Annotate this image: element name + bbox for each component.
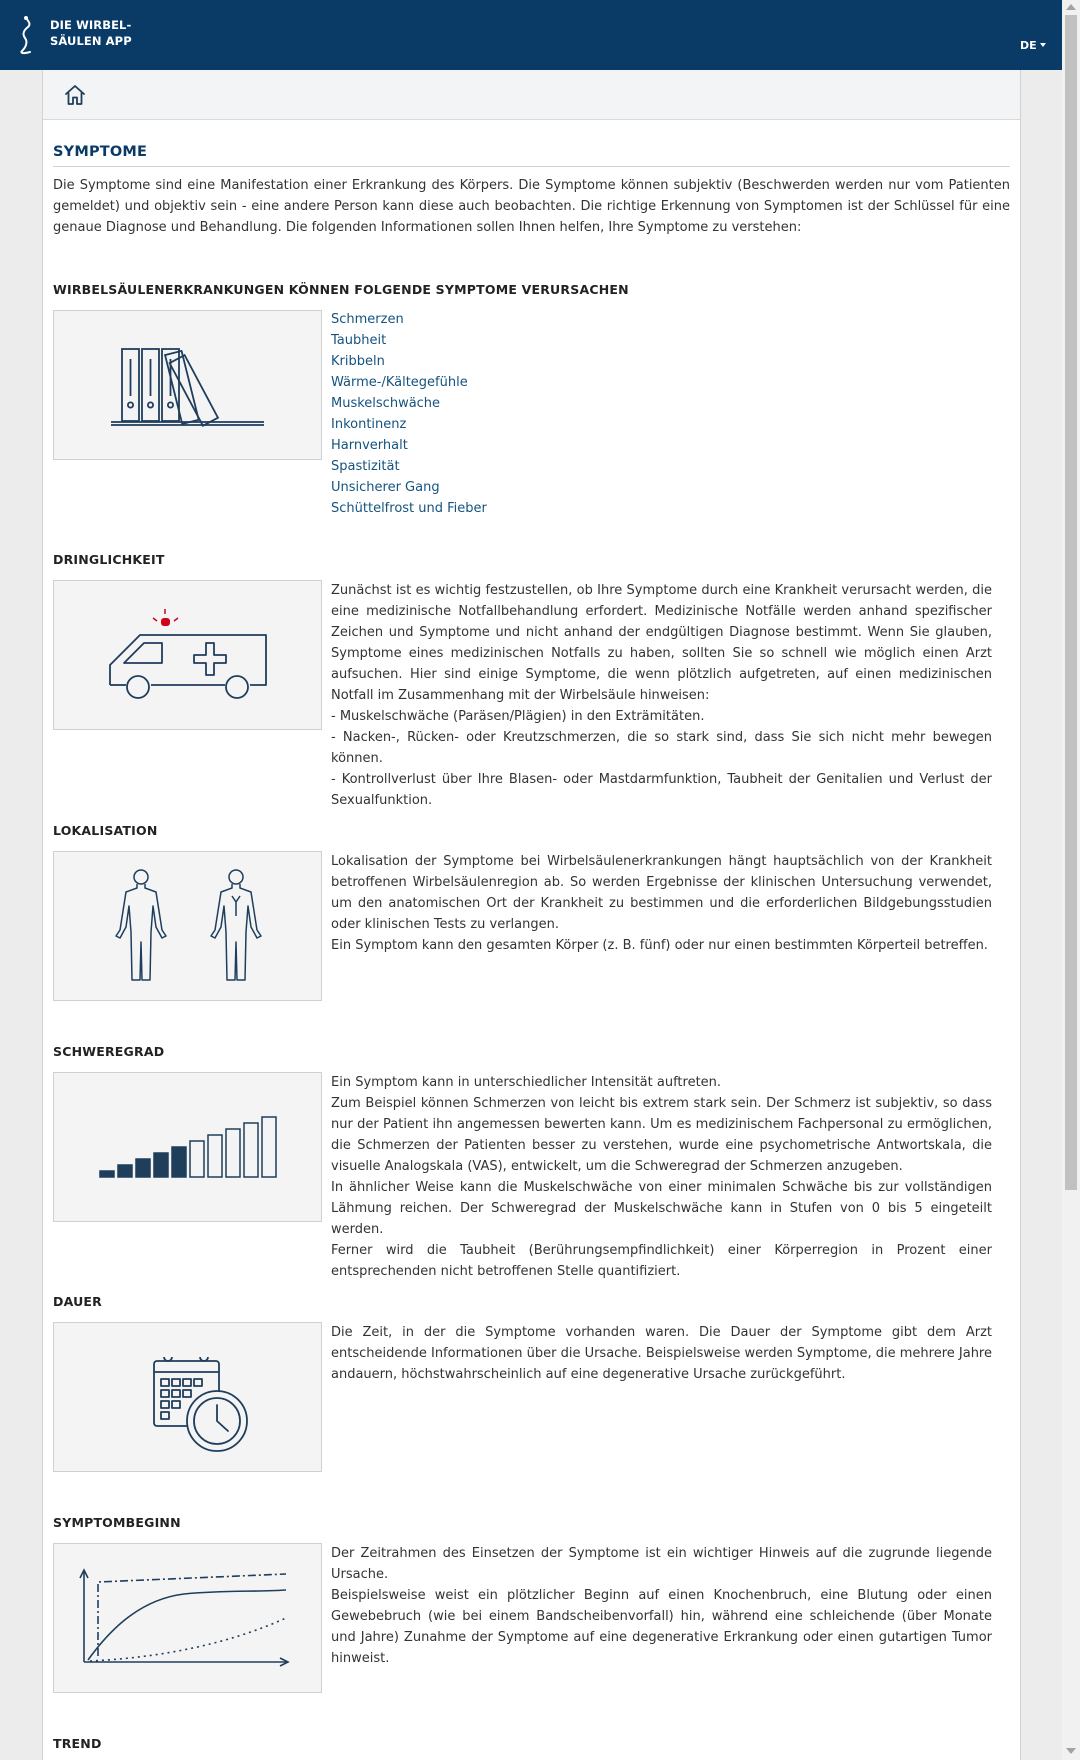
symptoms-thumbnail [53, 310, 322, 460]
scroll-up-arrow-icon[interactable] [1066, 4, 1076, 10]
symptoms-list [331, 309, 487, 519]
severity-text: Ein Symptom kann in unterschiedlicher Intensität auftreten. Zum Beispiel können Schmerzen von leicht bis extrem stark sein. Der Schmerz ist subjektiv, so dass nur der Patient ihn angemessen bewerten kann. Um es medizinischem Fachpersonal zu ermöglichen, die Schmerzen der Patienten besser zu verstehen, wurde eine psychometrische Antwortskala, die visuelle Analogskala (VAS), entwickelt, um die Schweregrad der Schmerzen anzugeben. In ähnlicher Weise kann die Muskelschwäche von einer minimalen Schwäche bis zur vollständigen Lähmung reichen. Der Schweregrad der Muskelschwäche kann in Stufen von 0 bis 5 eingeteilt werden. Ferner wird die Taubheit (Berührungsempfindlichkeit) einer Körperregion in Prozent einer entsprechenden nicht betroffenen Stelle quantifiziert. [331, 1075, 992, 1279]
urgency-text: Zunächst ist es wichtig festzustellen, ob Ihre Symptome durch eine Krankheit verursacht werden, die eine medizinische Notfallbehandlung erfordert. Medizinische Notfälle werden anhand spezifischer Zeichen und Symptome und nicht anhand der endgültigen Diagnose bestimmt. Wenn Sie glauben, Symptome eines medizinischen Notfalls zu haben, sollten Sie so schnell wie möglich einen Arzt aufsuchen. Hier sind einige Symptome, die wenn plötzlich aufgetreten, auf einen medizinischen Notfall im Zusammenhang mit der Wirbelsäule hinweisen: - Muskelschwäche (Paräsen/Plägien) in den Exträmitäten. - Nacken-, Rücken- oder Kreutzschmerzen, die so stark sind, dass Sie sich nicht mehr bewegen können. - Kontrollverlust über Ihre Blasen- oder Mastdarmfunktion, Taubheit der Genitalien und Verlust der Sexualfunktion. [331, 583, 992, 808]
severity-bars-icon [54, 1073, 323, 1223]
localization-thumbnail [53, 851, 322, 1001]
onset-text: Der Zeitrahmen des Einsetzen der Symptome ist ein wichtiger Hinweis auf die zugrunde liegende Ursache. Beispielsweise weist ein plötzlicher Beginn auf einen Knochenbruch, eine Blutung oder einen Gewebebruch (wie bei einem Bandscheibenvorfall) hin, während eine schleichende (über Monate und Jahre) Zunahme der Symptome auf eine degenerative Erkrankung oder einen gutartigen Tumor hinweist. [331, 1546, 992, 1666]
symptom-link[interactable]: Schüttelfrost und Fieber [331, 501, 487, 516]
section-title-trend: TREND [53, 1736, 102, 1751]
symptom-link[interactable]: Muskelschwäche [331, 396, 441, 411]
spine-logo-icon[interactable] [12, 14, 40, 56]
symptom-link[interactable]: Taubheit [331, 333, 387, 348]
section-title-severity: SCHWEREGRAD [53, 1044, 165, 1059]
duration-text: Die Zeit, in der die Symptome vorhanden waren. Die Dauer der Symptome gibt dem Arzt entscheidende Informationen über die Ursache. Beispielsweise werden Symptome, die mehrere Jahre andauern, höchstwahrscheinlich auf eine degenerative Ursache zurückgeführt. [331, 1325, 992, 1382]
intro-text: Die Symptome sind eine Manifestation einer Erkrankung des Körpers. Die Symptome können subjektiv (Beschwerden werden nur vom Patienten gemeldet) und objektiv sein - eine andere Person kann diese auch beobachten. Die richtige Erkennung von Symptomen ist der Schlüssel für eine genaue Diagnose und Behandlung. Die folgenden Informationen sollen Ihnen helfen, Ihre Symptome zu verstehen: [53, 178, 1010, 235]
top-navbar [0, 0, 1062, 70]
symptom-link[interactable]: Kribbeln [331, 354, 385, 369]
severity-thumbnail [53, 1072, 322, 1222]
caret-down-icon [1040, 43, 1046, 47]
language-label: DE [1020, 39, 1037, 52]
symptom-link[interactable]: Unsicherer Gang [331, 480, 440, 495]
section-title-duration: DAUER [53, 1294, 102, 1309]
scroll-down-arrow-icon[interactable] [1066, 1748, 1076, 1754]
symptom-link[interactable]: Inkontinenz [331, 417, 407, 432]
symptom-link[interactable]: Schmerzen [331, 312, 404, 327]
localization-text: Lokalisation der Symptome bei Wirbelsäulenerkrankungen hängt hauptsächlich von der Krankheit betroffenen Wirbelsäulenregion ab. So werden Ergebnisse der klinischen Untersuchung verwendet, um den anatomischen Ort der Krankheit zu bestimmen und die erforderlichen Bildgebungsstudien oder klinischen Tests zu verlangen. Ein Symptom kann den gesamten Körper (z. B. fünf) oder nur einen bestimmten Körperteil betreffen. [331, 854, 992, 953]
app-title[interactable]: DIE WIRBEL- SÄULEN APP [50, 18, 132, 48]
duration-thumbnail [53, 1322, 322, 1472]
home-icon[interactable] [63, 83, 87, 107]
calendar-clock-icon [54, 1323, 323, 1473]
binders-icon [54, 311, 323, 461]
symptom-link[interactable]: Wärme-/Kältegefühle [331, 375, 468, 390]
onset-curve-icon [54, 1544, 323, 1694]
page-title: SYMPTOME [53, 144, 148, 160]
ambulance-icon [54, 581, 323, 731]
urgency-thumbnail [53, 580, 322, 730]
section-title-urgency: DRINGLICHKEIT [53, 552, 165, 567]
body-outline-icon [54, 852, 323, 1002]
main-content [42, 70, 1021, 1760]
language-selector[interactable] [1020, 39, 1046, 52]
breadcrumb [43, 70, 1020, 120]
onset-thumbnail [53, 1543, 322, 1693]
title-divider [53, 166, 1010, 167]
scrollbar-thumb[interactable] [1065, 15, 1077, 1190]
section-title-localization: LOKALISATION [53, 823, 158, 838]
symptom-link[interactable]: Spastizität [331, 459, 400, 474]
section-title-symptoms: WIRBELSÄULENERKRANKUNGEN KÖNNEN FOLGENDE SYMPTOME VERURSACHEN [53, 282, 629, 297]
symptom-link[interactable]: Harnverhalt [331, 438, 408, 453]
section-title-onset: SYMPTOMBEGINN [53, 1515, 181, 1530]
